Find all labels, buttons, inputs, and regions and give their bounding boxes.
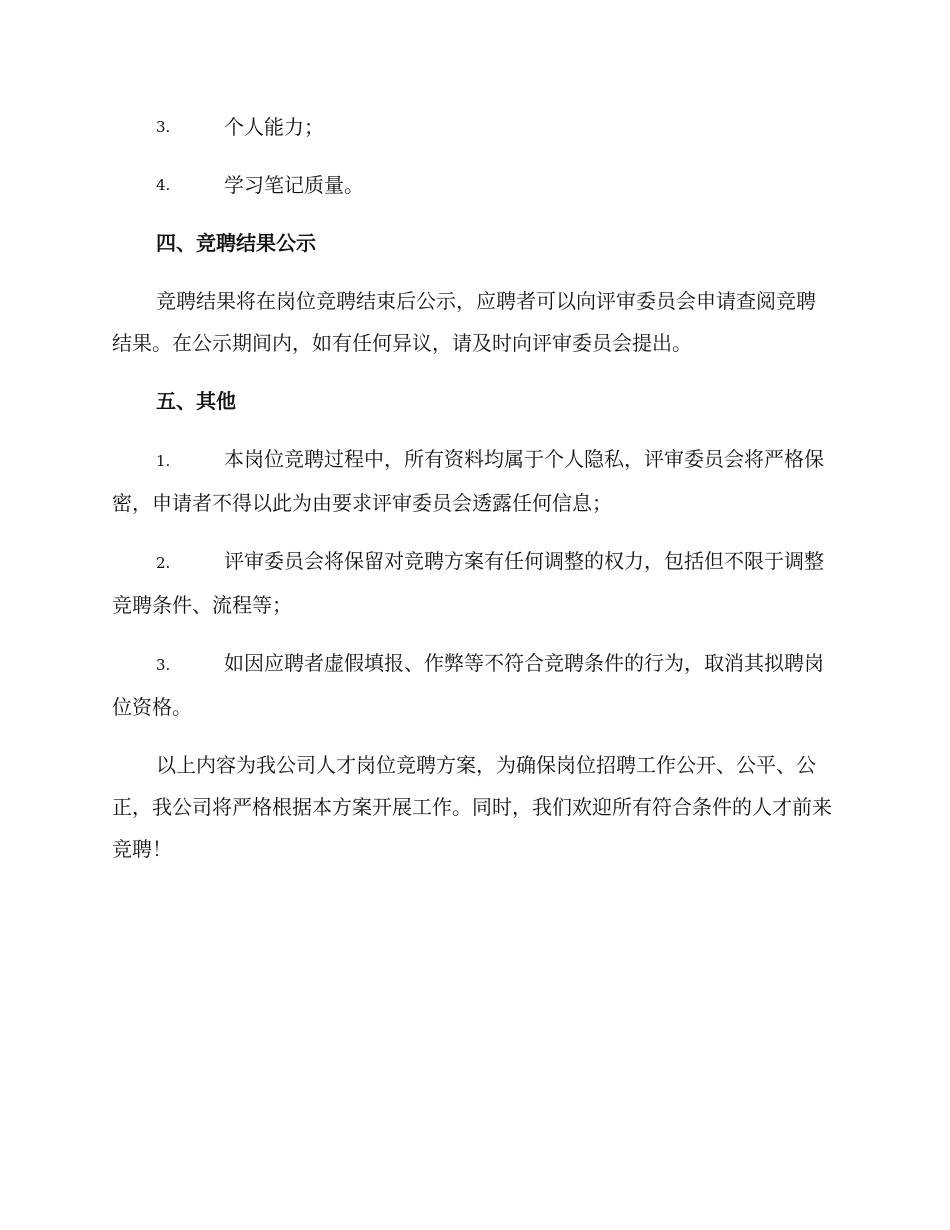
list-number: 1. (156, 452, 171, 470)
results-paragraph: 竞聘结果将在岗位竞聘结束后公示，应聘者可以向评审委员会申请查阅竞聘结果。在公示期间内，如有任何异议，请及时向评审委员会提出。 (112, 289, 816, 355)
list-number: 2. (156, 554, 171, 572)
list-item (112, 438, 832, 524)
list-item (156, 164, 832, 206)
list-number: 3. (156, 656, 171, 674)
list-item-text: 如因应聘者虚假填报、作弊等不符合竞聘条件的行为，取消其拟聘岗位资格。 (112, 651, 824, 719)
list-item-text: 个人能力； (224, 115, 324, 139)
list-item-text: 本岗位竞聘过程中，所有资料均属于个人隐私，评审委员会将严格保密，申请者不得以此为由要求评审委员会透露任何信息； (112, 447, 824, 515)
list-item-text: 评审委员会将保留对竞聘方案有任何调整的权力，包括但不限于调整竞聘条件、流程等； (112, 549, 824, 617)
list-item (112, 642, 832, 728)
list-item (112, 540, 832, 626)
section-heading-other: 五、其他 (156, 389, 236, 413)
list-item-text: 学习笔记质量。 (224, 173, 364, 197)
section-heading-results: 四、竞聘结果公示 (156, 231, 316, 255)
closing-paragraph: 以上内容为我公司人才岗位竞聘方案，为确保岗位招聘工作公开、公平、公正，我公司将严格根据本方案开展工作。同时，我们欢迎所有符合条件的人才前来竞聘！ (112, 753, 832, 861)
list-number: 4. (156, 176, 171, 194)
list-number: 3. (156, 118, 171, 136)
list-item (156, 106, 832, 148)
